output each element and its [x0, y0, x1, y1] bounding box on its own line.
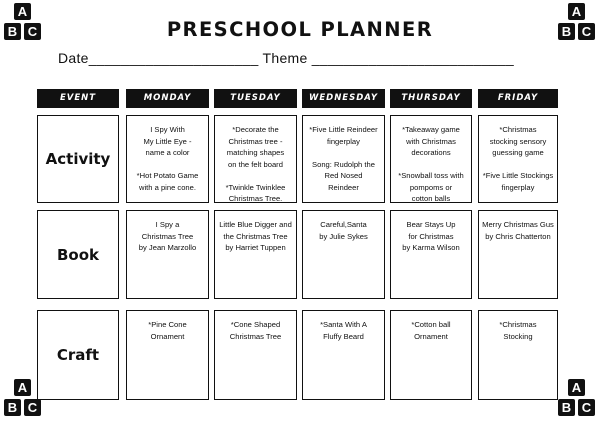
block-a: A [14, 379, 31, 396]
craft-monday: *Pine Cone Ornament [126, 310, 209, 400]
activity-friday: *Christmas stocking sensory guessing game *Five Little Stockings fingerplay [478, 115, 558, 203]
craft-friday: *Christmas Stocking [478, 310, 558, 400]
row-label-activity: Activity [37, 115, 119, 203]
page-title: PRESCHOOL PLANNER [166, 18, 434, 41]
block-b: B [558, 23, 575, 40]
abc-blocks-bottom-right [558, 379, 596, 419]
block-b: B [4, 399, 21, 416]
activity-monday: I Spy With My Little Eye - name a color *Hot Potato Game with a pine cone. [126, 115, 209, 203]
block-c: C [578, 399, 595, 416]
column-header-wednesday: WEDNESDAY [302, 89, 385, 108]
block-a: A [14, 3, 31, 20]
book-friday: Merry Christmas Gus by Chris Chatterton [478, 210, 558, 299]
row-label-craft: Craft [37, 310, 119, 400]
book-monday: I Spy a Christmas Tree by Jean Marzollo [126, 210, 209, 299]
column-header-tuesday: TUESDAY [214, 89, 297, 108]
craft-thursday: *Cotton ball Ornament [390, 310, 472, 400]
activity-tuesday: *Decorate the Christmas tree - matching shapes on the felt board *Twinkle Twinklee Christmas Tree. [214, 115, 297, 203]
book-wednesday: Careful,Santa by Julie Sykes [302, 210, 385, 299]
block-b: B [4, 23, 21, 40]
activity-thursday: *Takeaway game with Christmas decorations *Snowball toss with pompoms or cotton balls [390, 115, 472, 203]
column-header-monday: MONDAY [126, 89, 209, 108]
craft-wednesday: *Santa With A Fluffy Beard [302, 310, 385, 400]
column-header-event: EVENT [37, 89, 119, 108]
craft-tuesday: *Cone Shaped Christmas Tree [214, 310, 297, 400]
block-c: C [24, 23, 41, 40]
column-header-thursday: THURSDAY [390, 89, 472, 108]
column-header-friday: FRIDAY [478, 89, 558, 108]
book-tuesday: Little Blue Digger and the Christmas Tree by Harriet Tuppen [214, 210, 297, 299]
activity-wednesday: *Five Little Reindeer fingerplay Song: Rudolph the Red Nosed Reindeer [302, 115, 385, 203]
row-label-book: Book [37, 210, 119, 299]
book-thursday: Bear Stays Up for Christmas by Karma Wilson [390, 210, 472, 299]
block-a: A [568, 3, 585, 20]
block-a: A [568, 379, 585, 396]
block-b: B [558, 399, 575, 416]
block-c: C [24, 399, 41, 416]
date-theme-line: Date_____________________ Theme _________________________ [58, 50, 514, 66]
block-c: C [578, 23, 595, 40]
